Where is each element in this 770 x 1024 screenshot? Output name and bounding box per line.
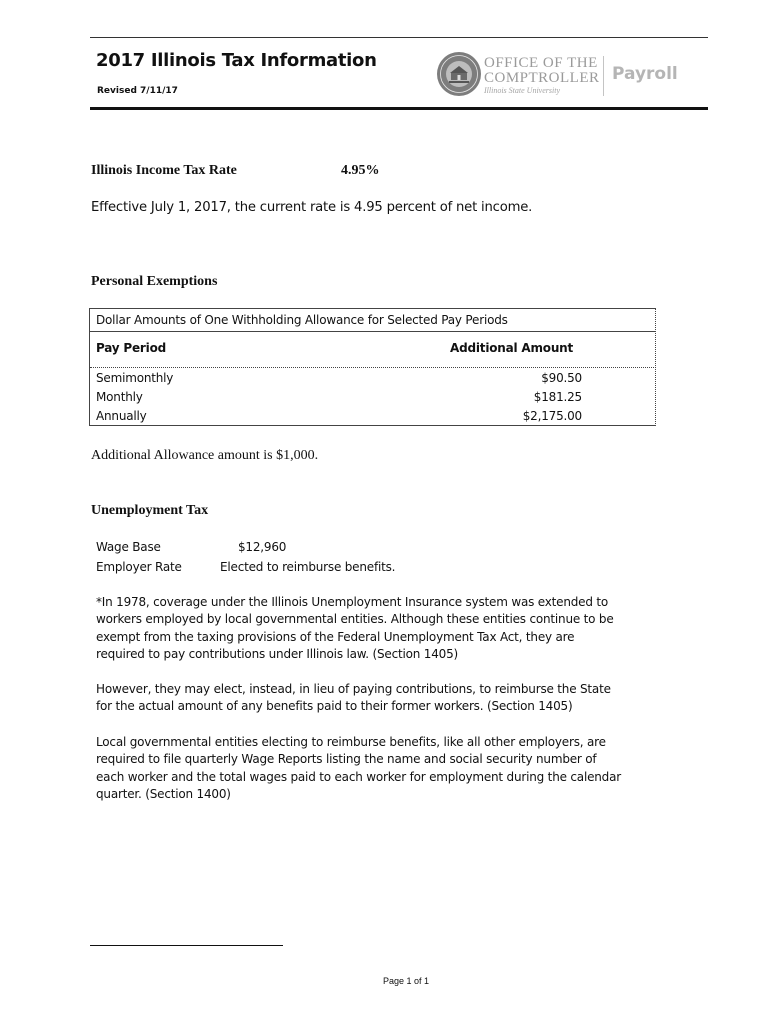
employer-rate-label: Employer Rate <box>96 560 182 574</box>
table-row-amount: $90.50 <box>541 371 582 385</box>
office-name-line1: OFFICE OF THE <box>484 55 598 71</box>
table-row-amount: $181.25 <box>533 390 582 404</box>
effective-date-text: Effective July 1, 2017, the current rate is 4.95 percent of net income. <box>91 200 533 215</box>
page-title: 2017 Illinois Tax Information <box>96 50 377 71</box>
employer-rate-value: Elected to reimburse benefits. <box>220 560 396 574</box>
university-seal-icon <box>436 51 482 97</box>
income-tax-label: Illinois Income Tax Rate <box>91 163 237 178</box>
paragraph-wage-reports: Local governmental entities electing to reimburse benefits, like all other employers, are required to file quarterly Wage Reports listing the name and social security number of each worker and the total wages paid to each worker for employment during the calendar quarter. (Section 1400) <box>96 735 621 802</box>
column-header-additional-amount: Additional Amount <box>450 341 574 355</box>
top-rule <box>90 37 708 38</box>
column-header-pay-period: Pay Period <box>96 341 167 355</box>
revised-date: Revised 7/11/17 <box>97 86 178 96</box>
table-row-period: Monthly <box>96 390 143 404</box>
table-row-period: Annually <box>96 409 147 423</box>
table-header-divider <box>90 367 656 368</box>
wage-base-value: $12,960 <box>238 540 287 554</box>
brand-divider <box>603 56 604 96</box>
unemployment-tax-heading: Unemployment Tax <box>91 503 209 518</box>
header-rule <box>90 107 708 110</box>
table-caption: Dollar Amounts of One Withholding Allowance for Selected Pay Periods <box>96 313 508 327</box>
table-divider <box>90 331 656 332</box>
table-row-amount: $2,175.00 <box>522 409 582 423</box>
income-tax-rate: 4.95% <box>341 163 380 178</box>
paragraph-coverage: *In 1978, coverage under the Illinois Unemployment Insurance system was extended to workers employed by local governmental entities. Although these entities continue to be exempt from the taxing provisions of the Federal Unemployment Tax Act, they are required to pay contributions under Illinois law. (Section 1405) <box>96 595 614 662</box>
footnote-rule <box>90 945 283 946</box>
table-row-period: Semimonthly <box>96 371 174 385</box>
paragraph-reimburse-election: However, they may elect, instead, in lieu of paying contributions, to reimburse the State for the actual amount of any benefits paid to their former workers. (Section 1405) <box>96 682 611 714</box>
page-number: Page 1 of 1 <box>382 976 430 986</box>
additional-allowance-text: Additional Allowance amount is $1,000. <box>91 448 319 463</box>
office-name-line2: COMPTROLLER <box>484 70 600 86</box>
personal-exemptions-heading: Personal Exemptions <box>91 274 218 289</box>
office-subtitle: Illinois State University <box>484 86 560 95</box>
wage-base-label: Wage Base <box>96 540 161 554</box>
payroll-label: Payroll <box>612 64 678 84</box>
